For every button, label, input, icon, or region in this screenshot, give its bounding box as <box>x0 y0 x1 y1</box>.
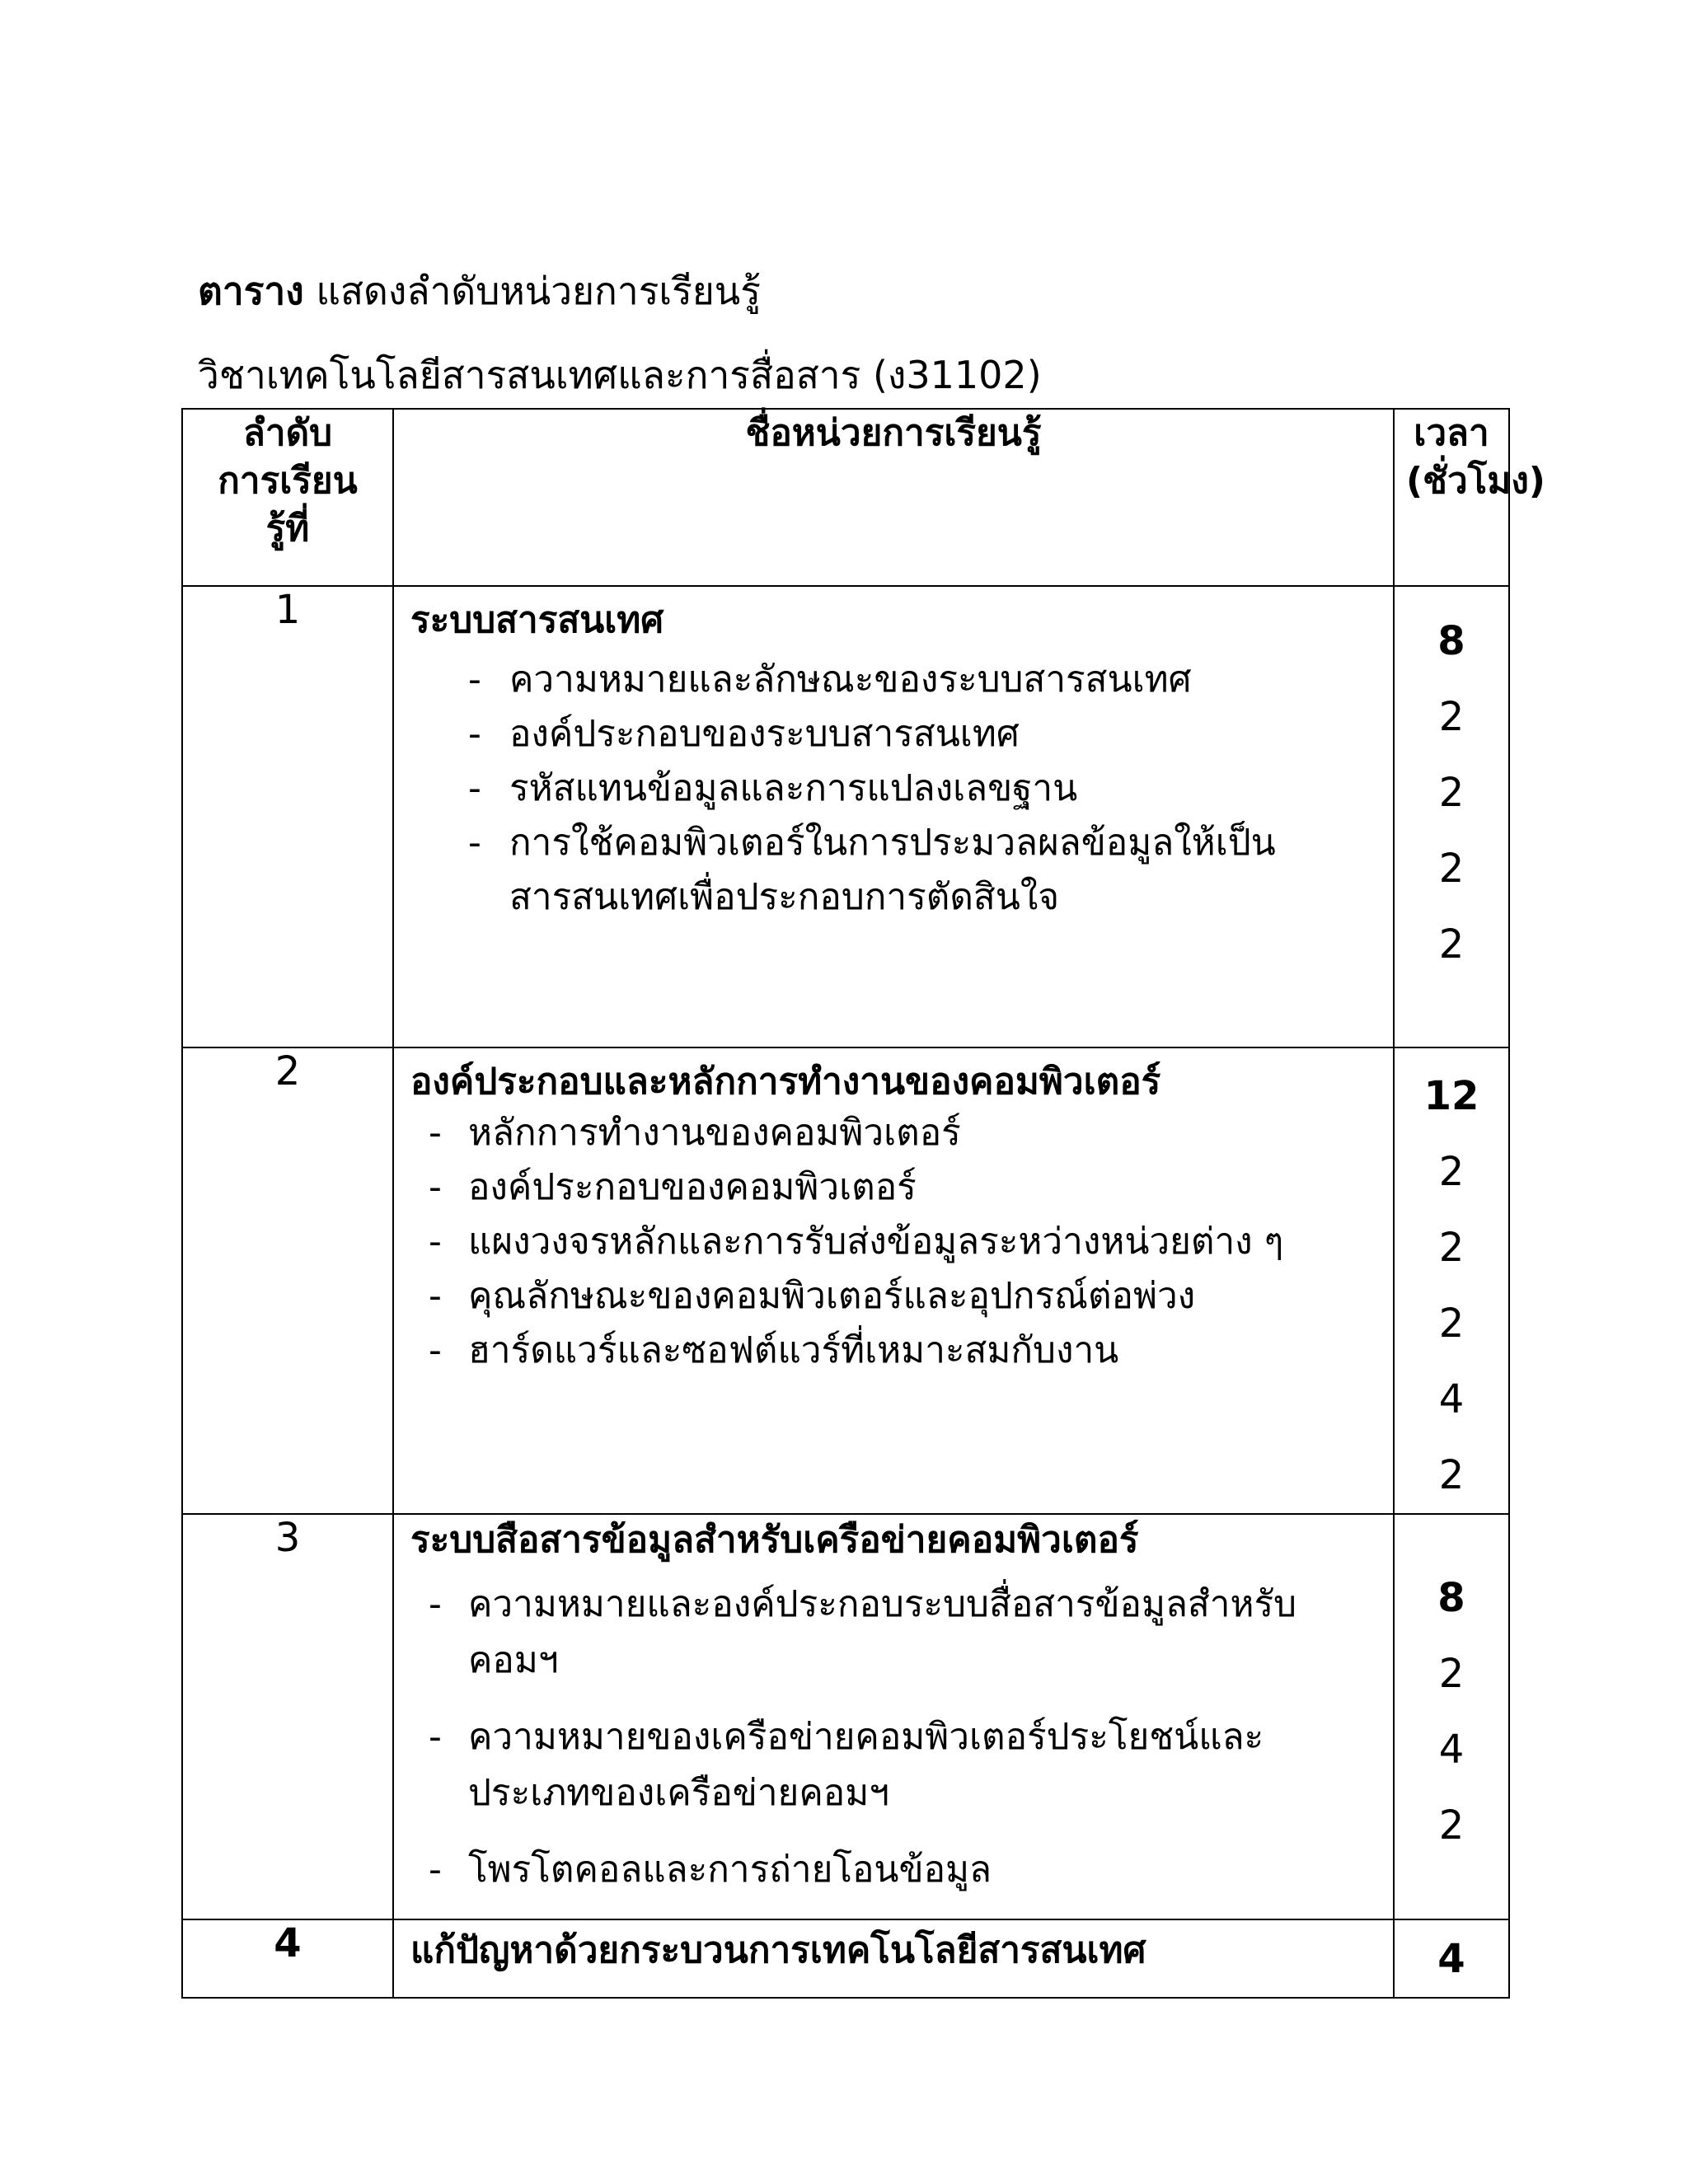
unit-number: 4 <box>182 1919 393 1998</box>
hours-value: 2 <box>1438 1301 1465 1347</box>
hours-total: 8 <box>1437 1575 1465 1621</box>
hours-value: 2 <box>1438 1149 1465 1195</box>
unit-hours <box>1394 586 1509 1047</box>
header-name: ชื่อหน่วยการเรียนรู้ <box>393 409 1394 586</box>
hours-value: 2 <box>1438 1651 1465 1697</box>
hours-value: 2 <box>1438 1452 1465 1498</box>
unit-content <box>393 1047 1394 1514</box>
hours-value: 2 <box>1438 1802 1465 1849</box>
list-item: - รหัสแทนข้อมูลและการแปลงเลขฐาน <box>468 767 1078 809</box>
unit-title: ระบบสารสนเทศ <box>410 599 664 641</box>
hours-total: 8 <box>1437 618 1465 664</box>
learning-units-table <box>181 408 1545 1999</box>
hours-value: 2 <box>1438 846 1465 892</box>
unit-hours <box>1394 1514 1509 1919</box>
list-item: - ความหมายและองค์ประกอบระบบสื่อสารข้อมูลสำหรับคอมฯ <box>429 1583 1297 1681</box>
unit-title: องค์ประกอบและหลักการทำงานของคอมพิวเตอร์ <box>410 1061 1161 1103</box>
list-item: - แผงวงจรหลักและการรับส่งข้อมูลระหว่างหน่วยต่าง ๆ <box>429 1221 1284 1263</box>
title-label: ตาราง <box>198 269 304 313</box>
table-header-row <box>182 409 1509 586</box>
list-item: - คุณลักษณะของคอมพิวเตอร์และอุปกรณ์ต่อพ่วง <box>429 1275 1196 1317</box>
hours-value: 2 <box>1438 1225 1465 1271</box>
unit-hours <box>1394 1047 1509 1514</box>
topic-list <box>394 653 1393 925</box>
hours-total: 12 <box>1423 1073 1479 1119</box>
list-item: - ความหมายของเครือข่ายคอมพิวเตอร์ประโยชน์และประเภทของเครือข่ายคอมฯ <box>429 1716 1264 1814</box>
list-item: - หลักการทำงานของคอมพิวเตอร์ <box>429 1112 961 1154</box>
unit-number: 2 <box>182 1047 393 1514</box>
hours-value: 4 <box>1438 1727 1465 1773</box>
topic-list <box>394 1577 1393 1898</box>
unit-number: 3 <box>182 1514 393 1919</box>
table-row <box>182 1514 1509 1919</box>
topic-list <box>394 1106 1393 1378</box>
unit-content <box>393 1514 1394 1919</box>
page-subtitle: วิชาเทคโนโลยีสารสนเทศและการสื่อสาร (ง31102) <box>198 353 1042 397</box>
header-time: เวลา (ชั่วโมง) <box>1394 409 1509 586</box>
list-item: - การใช้คอมพิวเตอร์ในการประมวลผลข้อมูลให้เป็นสารสนเทศเพื่อประกอบการตัดสินใจ <box>468 822 1276 918</box>
list-item: - องค์ประกอบของคอมพิวเตอร์ <box>429 1166 917 1208</box>
hours-value: 2 <box>1438 770 1465 816</box>
page-title <box>198 262 761 320</box>
unit-title: แก้ปัญหาด้วยกระบวนการเทคโนโลยีสารสนเทศ <box>410 1929 1146 1971</box>
header-order: ลำดับการเรียนรู้ที่ <box>182 409 393 586</box>
hours-value: 4 <box>1438 1376 1465 1422</box>
list-item: - องค์ประกอบของระบบสารสนเทศ <box>468 713 1020 755</box>
unit-content <box>393 1919 1394 1998</box>
table-row <box>182 1919 1509 1998</box>
title-text: แสดงลำดับหน่วยการเรียนรู้ <box>316 269 761 313</box>
hours-total: 4 <box>1394 1919 1509 1998</box>
list-item: - ฮาร์ดแวร์และซอฟต์แวร์ที่เหมาะสมกับงาน <box>429 1329 1119 1371</box>
hours-value: 2 <box>1438 921 1465 968</box>
list-item: - โพรโตคอลและการถ่ายโอนข้อมูล <box>429 1849 992 1891</box>
table-row <box>182 586 1509 1047</box>
table-row <box>182 1047 1509 1514</box>
hours-value: 2 <box>1438 694 1465 740</box>
unit-content <box>393 586 1394 1047</box>
list-item: - ความหมายและลักษณะของระบบสารสนเทศ <box>468 658 1192 701</box>
unit-number: 1 <box>182 586 393 1047</box>
unit-title: ระบบสือสารข้อมูลสำหรับเครือข่ายคอมพิวเตอร์ <box>410 1519 1139 1561</box>
